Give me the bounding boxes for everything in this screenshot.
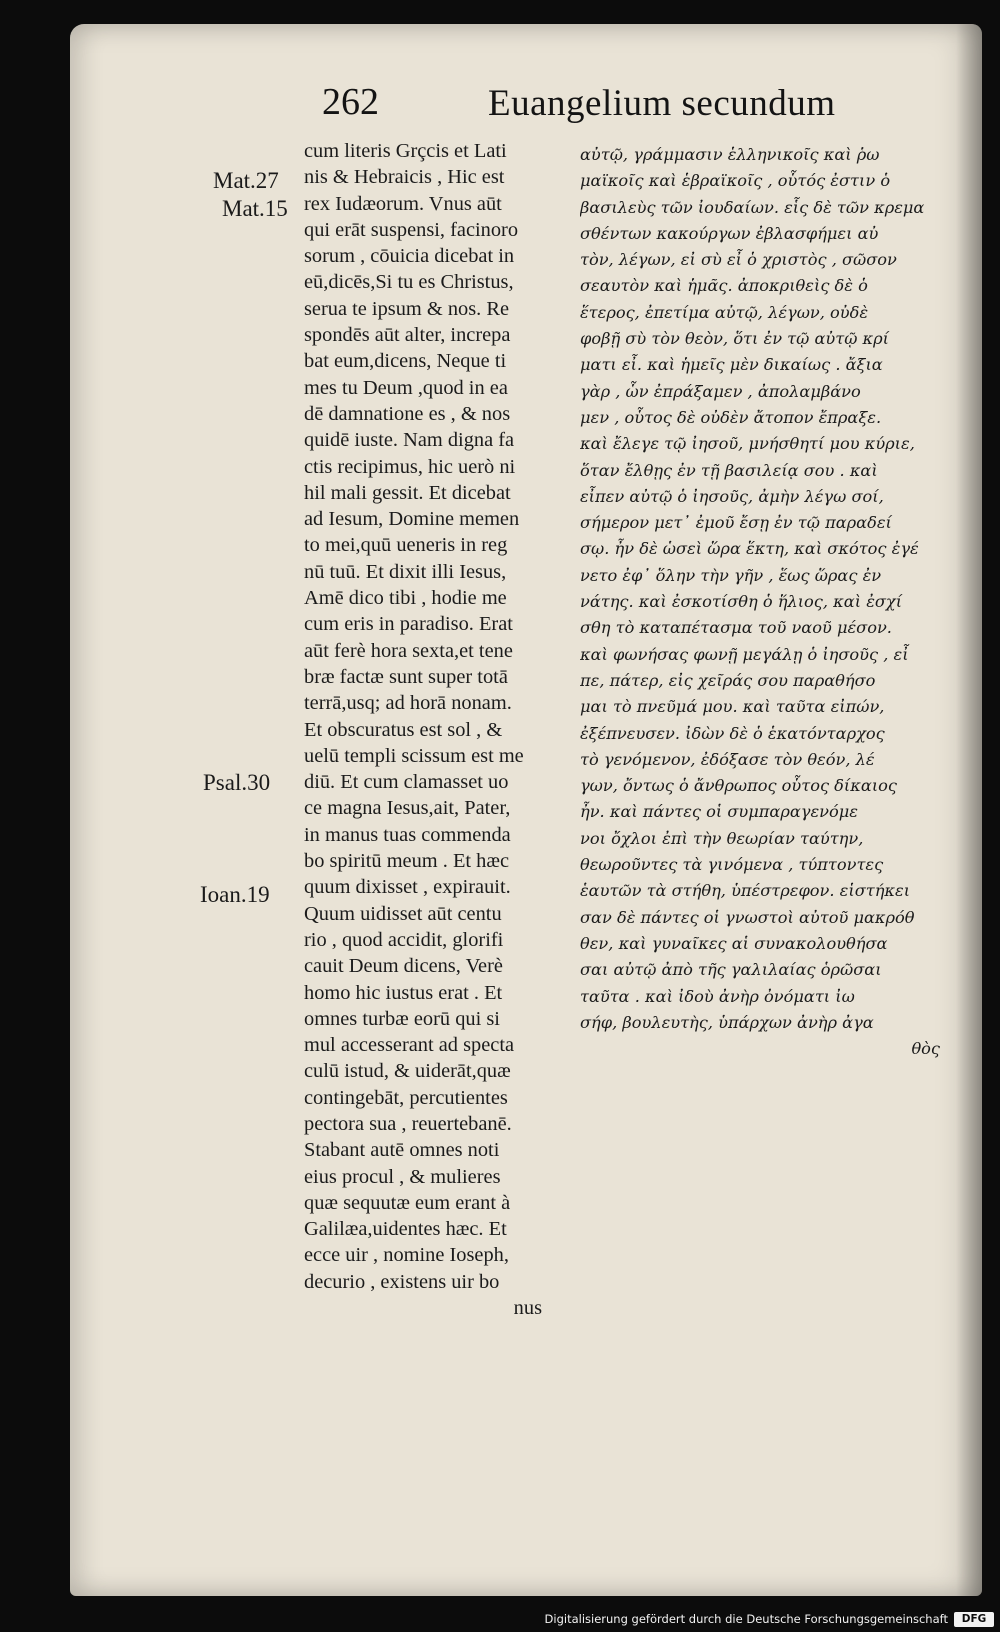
latin-text-line: culū istud, & uiderāt,quæ xyxy=(304,1060,511,1083)
footer-credit: Digitalisierung gefördert durch die Deutsche Forschungsgemeinschaft xyxy=(544,1612,948,1626)
greek-text-line: εἶπεν αὐτῷ ὁ ἰησοῦς, ἀμὴν λέγω σοί, xyxy=(580,486,884,506)
latin-text-line: bræ factæ sunt super totā xyxy=(304,665,508,688)
latin-text-line: aūt ferè hora sexta,et tene xyxy=(304,639,513,662)
margin-note-mat27: Mat.27 xyxy=(213,168,279,193)
latin-text-line: qui erāt suspensi, facinoro xyxy=(304,218,519,241)
latin-text-line: sorum , cōuicia dicebat in xyxy=(304,245,515,268)
greek-text-line: σεαυτὸν καὶ ἡμᾶς. ἀποκριθεὶς δὲ ὁ xyxy=(580,276,868,296)
greek-text-line: θὸς xyxy=(911,1039,940,1059)
latin-text-line: hil mali gessit. Et dicebat xyxy=(304,481,511,504)
latin-text-line: uelū templi scissum est me xyxy=(304,744,524,767)
greek-text-line: μαι τὸ πνεῦμά μου. καὶ ταῦτα εἰπών, xyxy=(580,697,885,717)
latin-text-line: bo spiritū meum . Et hæc xyxy=(304,850,510,873)
greek-text-line: νετο ἐφ᾽ ὅλην τὴν γῆν , ἕως ὥρας ἐν xyxy=(580,565,882,585)
greek-text-line: σῳ. ἦν δὲ ὡσεὶ ὥρα ἕκτη, καὶ σκότος ἐγέ xyxy=(580,539,919,559)
latin-text-line: cauit Deum dicens, Verè xyxy=(304,955,503,978)
greek-text-line: καὶ φωνήσας φωνῇ μεγάλῃ ὁ ἰησοῦς , εἶ xyxy=(580,644,909,664)
margin-note-ioan19: Ioan.19 xyxy=(200,882,270,907)
latin-text-line: nū tuū. Et dixit illi Iesus, xyxy=(304,560,507,583)
greek-text-line: ἕτερος, ἐπετίμα αὐτῷ, λέγων, οὐδὲ xyxy=(580,302,869,322)
latin-text-line: in manus tuas commenda xyxy=(304,823,511,846)
latin-text-line: homo hic iustus erat . Et xyxy=(304,981,503,1004)
page-header xyxy=(322,78,842,138)
footer-bar xyxy=(0,1604,1000,1632)
greek-text-line: ὅταν ἔλθῃς ἐν τῇ βασιλείᾳ σου . καὶ xyxy=(580,460,878,480)
latin-text-line: Stabant autē omnes noti xyxy=(304,1139,500,1162)
greek-text-line: νάτης. καὶ ἐσκοτίσθη ὁ ἥλιος, καὶ ἐσχί xyxy=(580,592,903,612)
latin-text-line: ce magna Iesus,ait, Pater, xyxy=(304,797,511,820)
greek-text-line: σαι αὐτῷ ἀπὸ τῆς γαλιλαίας ὁρῶσαι xyxy=(580,960,882,980)
latin-text-line: nis & Hebraicis , Hic est xyxy=(304,166,505,189)
latin-text-line: quidē iuste. Nam digna fa xyxy=(304,429,515,452)
latin-text-line: serua te ipsum & nos. Re xyxy=(304,297,510,320)
latin-text-line: dē damnatione es , & nos xyxy=(304,402,511,425)
greek-text-line: νοι ὄχλοι ἐπὶ τὴν θεωρίαν ταύτην, xyxy=(580,828,864,848)
latin-text-line: rio , quod accidit, glorifi xyxy=(304,928,504,951)
latin-text-line: cum eris in paradiso. Erat xyxy=(304,613,513,636)
latin-text-line: omnes turbæ eorū qui si xyxy=(304,1007,500,1030)
greek-text-line: τὸν, λέγων, εἰ σὺ εἶ ὁ χριστὸς , σῶσον xyxy=(580,250,897,270)
latin-text-line: quæ sequutæ eum erant à xyxy=(304,1191,511,1214)
greek-text-line: τὸ γενόμενον, ἐδόξασε τὸν θεόν, λέ xyxy=(580,749,875,769)
latin-text-line: Amē dico tibi , hodie me xyxy=(304,587,507,610)
latin-text-line: mes tu Deum ,quod in ea xyxy=(304,376,508,399)
greek-text-line: σήμερον μετ᾽ ἐμοῦ ἔσῃ ἐν τῷ παραδεί xyxy=(580,513,892,533)
greek-text-line: σθη τὸ καταπέτασμα τοῦ ναοῦ μέσον. xyxy=(580,618,892,638)
page-number: 262 xyxy=(322,81,379,123)
latin-text-line: ecce uir , nomine Ioseph, xyxy=(304,1244,509,1267)
greek-text-line: καὶ ἔλεγε τῷ ἰησοῦ, μνήσθητί μου κύριε, xyxy=(580,434,915,454)
latin-text-line: pectora sua , reuertebanē. xyxy=(304,1112,512,1135)
greek-text-line: αὐτῷ, γράμμασιν ἑλληνικοῖς καὶ ῥω xyxy=(580,145,880,164)
greek-text-line: γὰρ , ὧν ἐπράξαμεν , ἀπολαμβάνο xyxy=(580,381,861,401)
greek-text-line: μεν , οὗτος δὲ οὐδὲν ἄτοπον ἔπραξε. xyxy=(580,407,882,427)
latin-text-line: rex Iudæorum. Vnus aūt xyxy=(304,192,502,215)
latin-text-line: to mei,quū ueneris in reg xyxy=(304,534,508,557)
latin-text-line: Et obscuratus est sol , & xyxy=(304,718,503,741)
greek-text-line: σαν δὲ πάντες οἱ γνωστοὶ αὐτοῦ μακρόθ xyxy=(580,907,915,927)
greek-text-line: σήφ, βουλευτὴς, ὑπάρχων ἀνὴρ ἀγα xyxy=(580,1012,874,1032)
greek-text-line: φοβῇ σὺ τὸν θεὸν, ὅτι ἐν τῷ αὐτῷ κρί xyxy=(580,329,890,349)
greek-text-line: ματι εἶ. καὶ ἡμεῖς μὲν δικαίως . ἄξια xyxy=(580,355,883,375)
dfg-logo: DFG xyxy=(954,1612,994,1627)
latin-text-line: cum literis Grçcis et Lati xyxy=(304,140,507,162)
latin-text-line: eius procul , & mulieres xyxy=(304,1165,501,1188)
greek-text-line: ἦν. καὶ πάντες οἱ συμπαραγενόμε xyxy=(580,802,858,822)
greek-text-line: σθέντων κακούργων ἐβλασφήμει αὐ xyxy=(580,223,879,243)
latin-text-line: bat eum,dicens, Neque ti xyxy=(304,350,507,373)
latin-text-line: nus xyxy=(513,1297,542,1320)
latin-text-line: mul accesserant ad specta xyxy=(304,1034,515,1057)
latin-text-column xyxy=(304,138,572,1321)
greek-text-line: ἐξέπνευσεν. ἰδὼν δὲ ὁ ἑκατόνταρχος xyxy=(580,723,885,743)
greek-text-line: ταῦτα . καὶ ἰδοὺ ἀνὴρ ὀνόματι ἰω xyxy=(580,986,855,1006)
greek-text-line: θεωροῦντες τὰ γινόμενα , τύπτοντες xyxy=(580,855,884,875)
latin-text-line: contingebāt, percutientes xyxy=(304,1086,508,1109)
greek-text-column xyxy=(580,142,960,1062)
latin-text-line: Quum uidisset aūt centu xyxy=(304,902,502,925)
latin-text-line: spondēs aūt alter, increpa xyxy=(304,324,511,347)
margin-note-mat15: Mat.15 xyxy=(222,196,288,221)
margin-note-psal30: Psal.30 xyxy=(203,770,271,795)
latin-text-line: quum dixisset , expirauit. xyxy=(304,876,511,899)
greek-text-line: βασιλεὺς τῶν ἰουδαίων. εἷς δὲ τῶν κρεμα xyxy=(580,197,925,217)
latin-text-line: diū. Et cum clamasset uo xyxy=(304,771,509,794)
greek-text-line: πε, πάτερ, εἰς χεῖράς σου παραθήσο xyxy=(580,670,876,690)
latin-text-line: Galilæa,uidentes hæc. Et xyxy=(304,1218,507,1241)
greek-text-line: ἑαυτῶν τὰ στήθη, ὑπέστρεφον. εἱστήκει xyxy=(580,881,911,901)
latin-text-line: ad Iesum, Domine memen xyxy=(304,508,520,531)
latin-text-line: decurio , existens uir bo xyxy=(304,1270,500,1293)
greek-text-line: μαϊκοῖς καὶ ἑβραϊκοῖς , οὗτός ἐστιν ὁ xyxy=(580,171,891,191)
greek-text-line: θεν, καὶ γυναῖκες αἱ συνακολουθήσα xyxy=(580,933,888,953)
latin-text-line: eū,dicēs,Si tu es Christus, xyxy=(304,271,514,294)
latin-text-line: ctis recipimus, hic uerò ni xyxy=(304,455,516,478)
running-title: Euangelium secundum xyxy=(488,83,836,124)
greek-text-line: γων, ὄντως ὁ ἄνθρωπος οὗτος δίκαιος xyxy=(580,776,897,796)
latin-text-line: terrā,usq; ad horā nonam. xyxy=(304,692,512,715)
